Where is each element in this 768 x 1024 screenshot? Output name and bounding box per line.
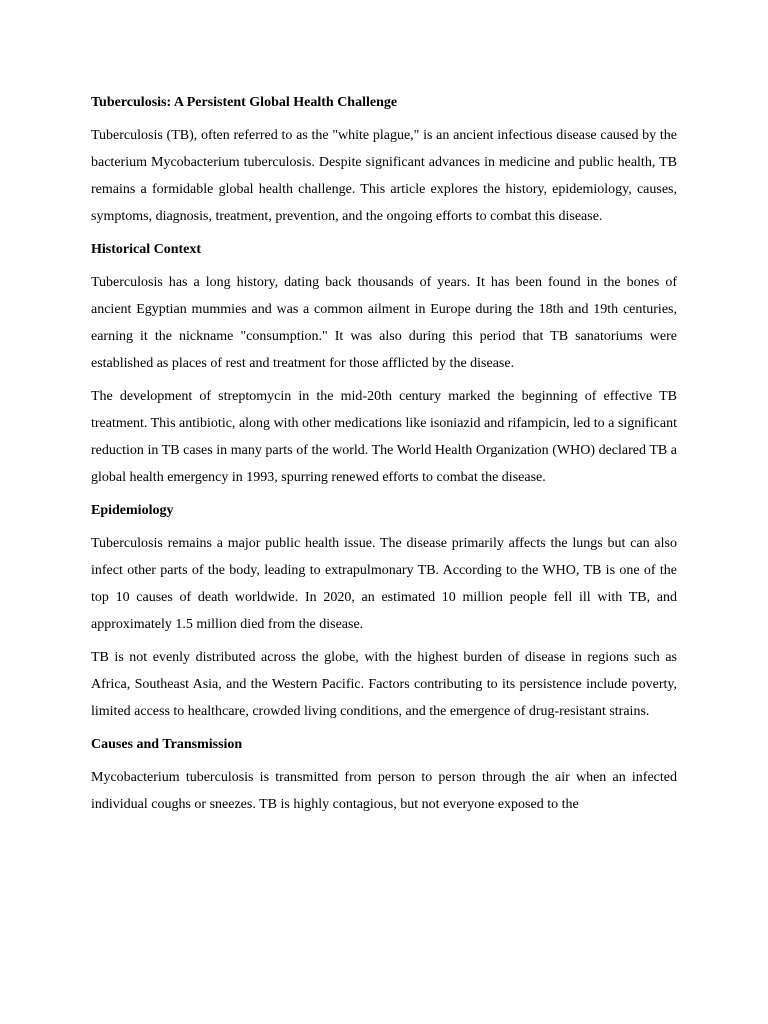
epidemiology-paragraph-2: TB is not evenly distributed across the globe, with the highest burden of disease in regions such as Africa, Southeast Asia, and the Western Pacific. Factors contributing to its persistence include poverty, limited access to healthcare, crowded living conditions, and the emergence of drug-resistant strains. bbox=[91, 650, 677, 719]
intro-paragraph: Tuberculosis (TB), often referred to as the "white plague," is an ancient infectious disease caused by the bacterium Mycobacterium tuberculosis. Despite significant advances in medicine and public health, TB remains a formidable global health challenge. This article explores the history, epidemiology, causes, symptoms, diagnosis, treatment, prevention, and the ongoing efforts to combat this disease. bbox=[91, 128, 677, 224]
causes-paragraph-1: Mycobacterium tuberculosis is transmitted from person to person through the air when an infected individual coughs or sneezes. TB is highly contagious, but not everyone exposed to the bbox=[91, 770, 677, 812]
section-heading-historical: Historical Context bbox=[91, 242, 202, 257]
section-heading-epidemiology: Epidemiology bbox=[91, 503, 174, 518]
historical-paragraph-1: Tuberculosis has a long history, dating back thousands of years. It has been found in the bones of ancient Egyptian mummies and was a common ailment in Europe during the 18th and 19th centuries, earning it the nickname "consumption." It was also during this period that TB sanatoriums were established as places of rest and treatment for those afflicted by the disease. bbox=[91, 275, 677, 371]
document-title: Tuberculosis: A Persistent Global Health Challenge bbox=[91, 95, 398, 110]
epidemiology-paragraph-1: Tuberculosis remains a major public health issue. The disease primarily affects the lungs but can also infect other parts of the body, leading to extrapulmonary TB. According to the WHO, TB is one of the top 10 causes of death worldwide. In 2020, an estimated 10 million people fell ill with TB, and approximately 1.5 million died from the disease. bbox=[91, 536, 677, 632]
section-heading-causes: Causes and Transmission bbox=[91, 737, 243, 752]
document-page bbox=[91, 89, 677, 824]
historical-paragraph-2: The development of streptomycin in the mid-20th century marked the beginning of effective TB treatment. This antibiotic, along with other medications like isoniazid and rifampicin, led to a significant reduction in TB cases in many parts of the world. The World Health Organization (WHO) declared TB a global health emergency in 1993, spurring renewed efforts to combat the disease. bbox=[91, 389, 677, 485]
